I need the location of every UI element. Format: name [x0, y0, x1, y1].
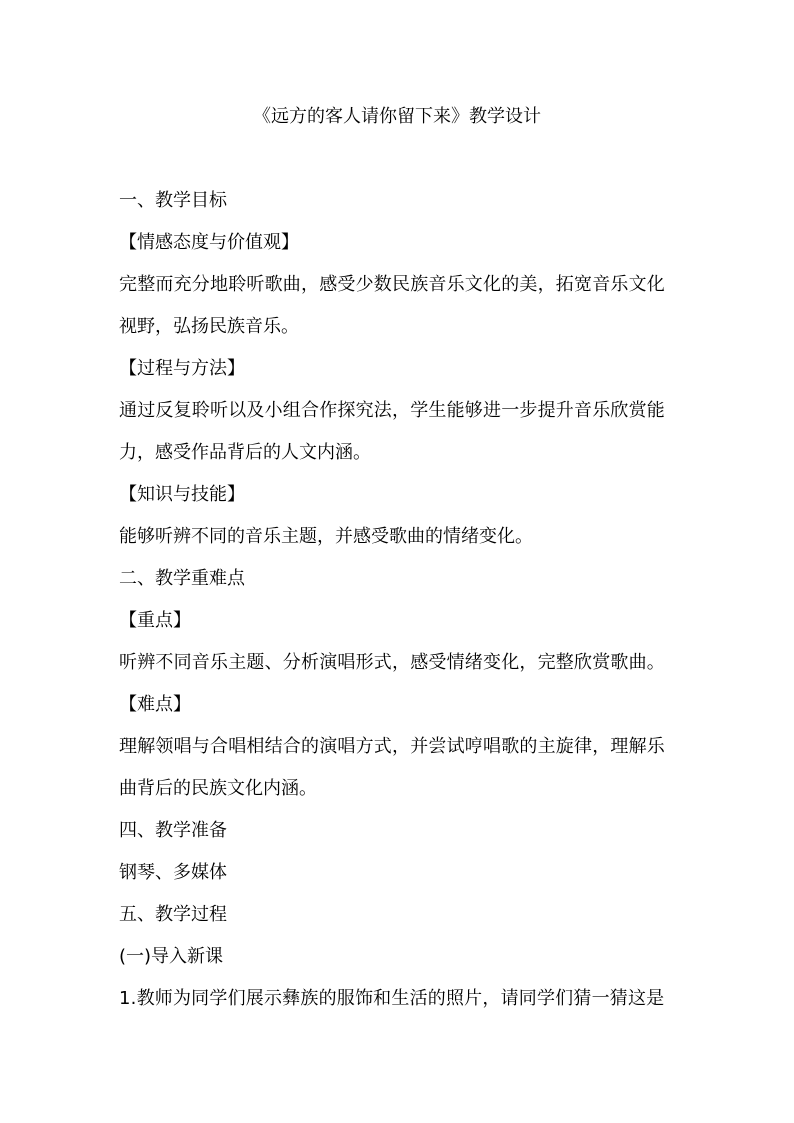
paragraph-line: 曲背后的民族文化内涵。: [119, 778, 317, 799]
section-heading-key-difficult-points: 二、教学重难点: [119, 568, 245, 589]
subheading-emotion-values: 【情感态度与价值观】: [119, 232, 299, 253]
subheading-introduction: (一)导入新课: [119, 946, 224, 967]
subheading-key-points: 【重点】: [119, 610, 191, 631]
paragraph-line: 能够听辨不同的音乐主题，并感受歌曲的情绪变化。: [119, 526, 533, 547]
paragraph-line: 完整而充分地聆听歌曲，感受少数民族音乐文化的美，拓宽音乐文化: [119, 274, 665, 295]
paragraph-line: 听辨不同音乐主题、分析演唱形式，感受情绪变化，完整欣赏歌曲。: [119, 652, 665, 673]
document-title: 《远方的客人请你留下来》教学设计: [253, 106, 541, 127]
paragraph-line: 1.教师为同学们展示彝族的服饰和生活的照片，请同学们猜一猜这是: [119, 988, 665, 1009]
paragraph-line: 视野，弘扬民族音乐。: [119, 316, 299, 337]
section-heading-teaching-goals: 一、教学目标: [119, 190, 227, 211]
paragraph-line: 力，感受作品背后的人文内涵。: [119, 442, 371, 463]
subheading-knowledge-skills: 【知识与技能】: [119, 484, 245, 505]
section-heading-teaching-process: 五、教学过程: [119, 904, 227, 925]
subheading-difficult-points: 【难点】: [119, 694, 191, 715]
subheading-process-methods: 【过程与方法】: [119, 358, 245, 379]
paragraph-line: 理解领唱与合唱相结合的演唱方式，并尝试哼唱歌的主旋律，理解乐: [119, 736, 665, 757]
paragraph-line: 通过反复聆听以及小组合作探究法，学生能够进一步提升音乐欣赏能: [119, 400, 665, 421]
section-heading-preparation: 四、教学准备: [119, 820, 227, 841]
paragraph-line: 钢琴、多媒体: [119, 862, 227, 883]
